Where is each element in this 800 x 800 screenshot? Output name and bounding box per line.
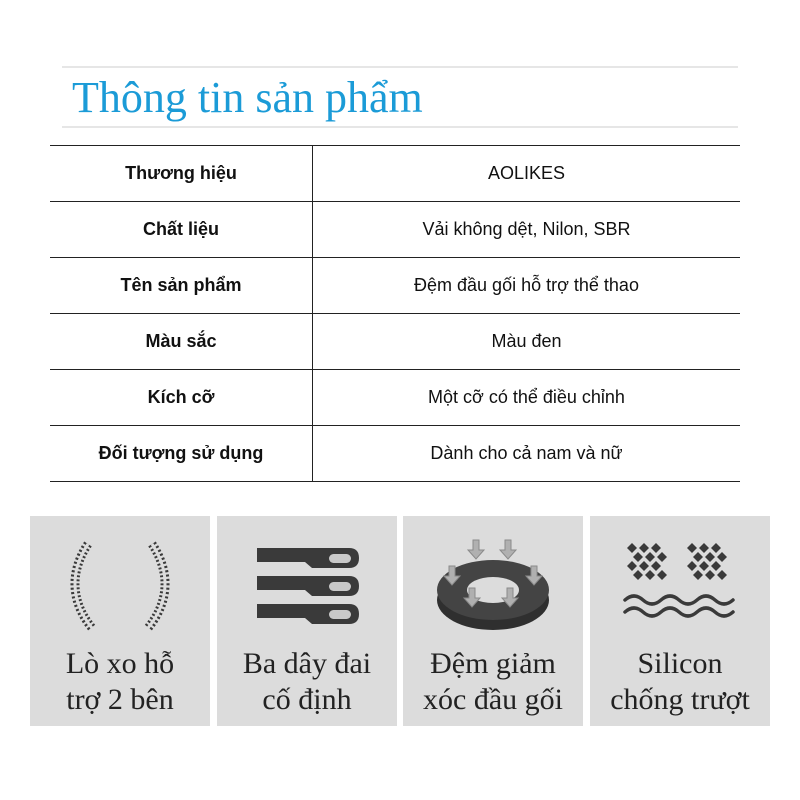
feature-label-line1: Ba dây đai <box>242 647 372 680</box>
spec-value: Vải không dệt, Nilon, SBR <box>313 202 741 258</box>
title-bottom-rule <box>62 126 738 128</box>
spec-label: Tên sản phẩm <box>50 258 313 314</box>
spec-label: Kích cỡ <box>50 370 313 426</box>
silicone-grip-icon <box>590 516 770 646</box>
feature-label-line2: cố định <box>262 683 352 716</box>
page-title: Thông tin sản phẩm <box>72 73 423 122</box>
feature-panels <box>30 516 770 726</box>
table-row <box>50 146 740 202</box>
spec-label: Màu sắc <box>50 314 313 370</box>
table-row <box>50 426 740 482</box>
spec-value: AOLIKES <box>313 146 741 202</box>
feature-label-line2: trợ 2 bên <box>66 683 174 716</box>
feature-silicone-grip <box>590 516 770 726</box>
feature-label-line2: xóc đầu gối <box>423 683 563 716</box>
feature-straps <box>217 516 397 726</box>
feature-label <box>403 646 583 718</box>
straps-icon <box>217 516 397 646</box>
table-row <box>50 202 740 258</box>
feature-label <box>217 646 397 718</box>
spec-value: Dành cho cả nam và nữ <box>313 426 741 482</box>
table-row <box>50 258 740 314</box>
feature-label-line1: Đệm giảm <box>430 647 556 680</box>
spec-label: Đối tượng sử dụng <box>50 426 313 482</box>
feature-label <box>30 646 210 718</box>
spec-label: Chất liệu <box>50 202 313 258</box>
feature-label <box>590 646 770 718</box>
feature-label-line1: Lò xo hỗ <box>65 647 175 680</box>
feature-shock-pad <box>403 516 583 726</box>
feature-springs <box>30 516 210 726</box>
spec-value: Đệm đầu gối hỗ trợ thể thao <box>313 258 741 314</box>
spec-label: Thương hiệu <box>50 146 313 202</box>
spec-value: Một cỡ có thể điều chỉnh <box>313 370 741 426</box>
spring-icon <box>30 516 210 646</box>
feature-label-line2: chống trượt <box>610 683 750 716</box>
shock-pad-icon <box>403 516 583 646</box>
table-row <box>50 370 740 426</box>
feature-label-line1: Silicon <box>637 647 723 680</box>
spec-table <box>50 145 740 482</box>
title-top-rule <box>62 66 738 68</box>
spec-value: Màu đen <box>313 314 741 370</box>
table-row <box>50 314 740 370</box>
